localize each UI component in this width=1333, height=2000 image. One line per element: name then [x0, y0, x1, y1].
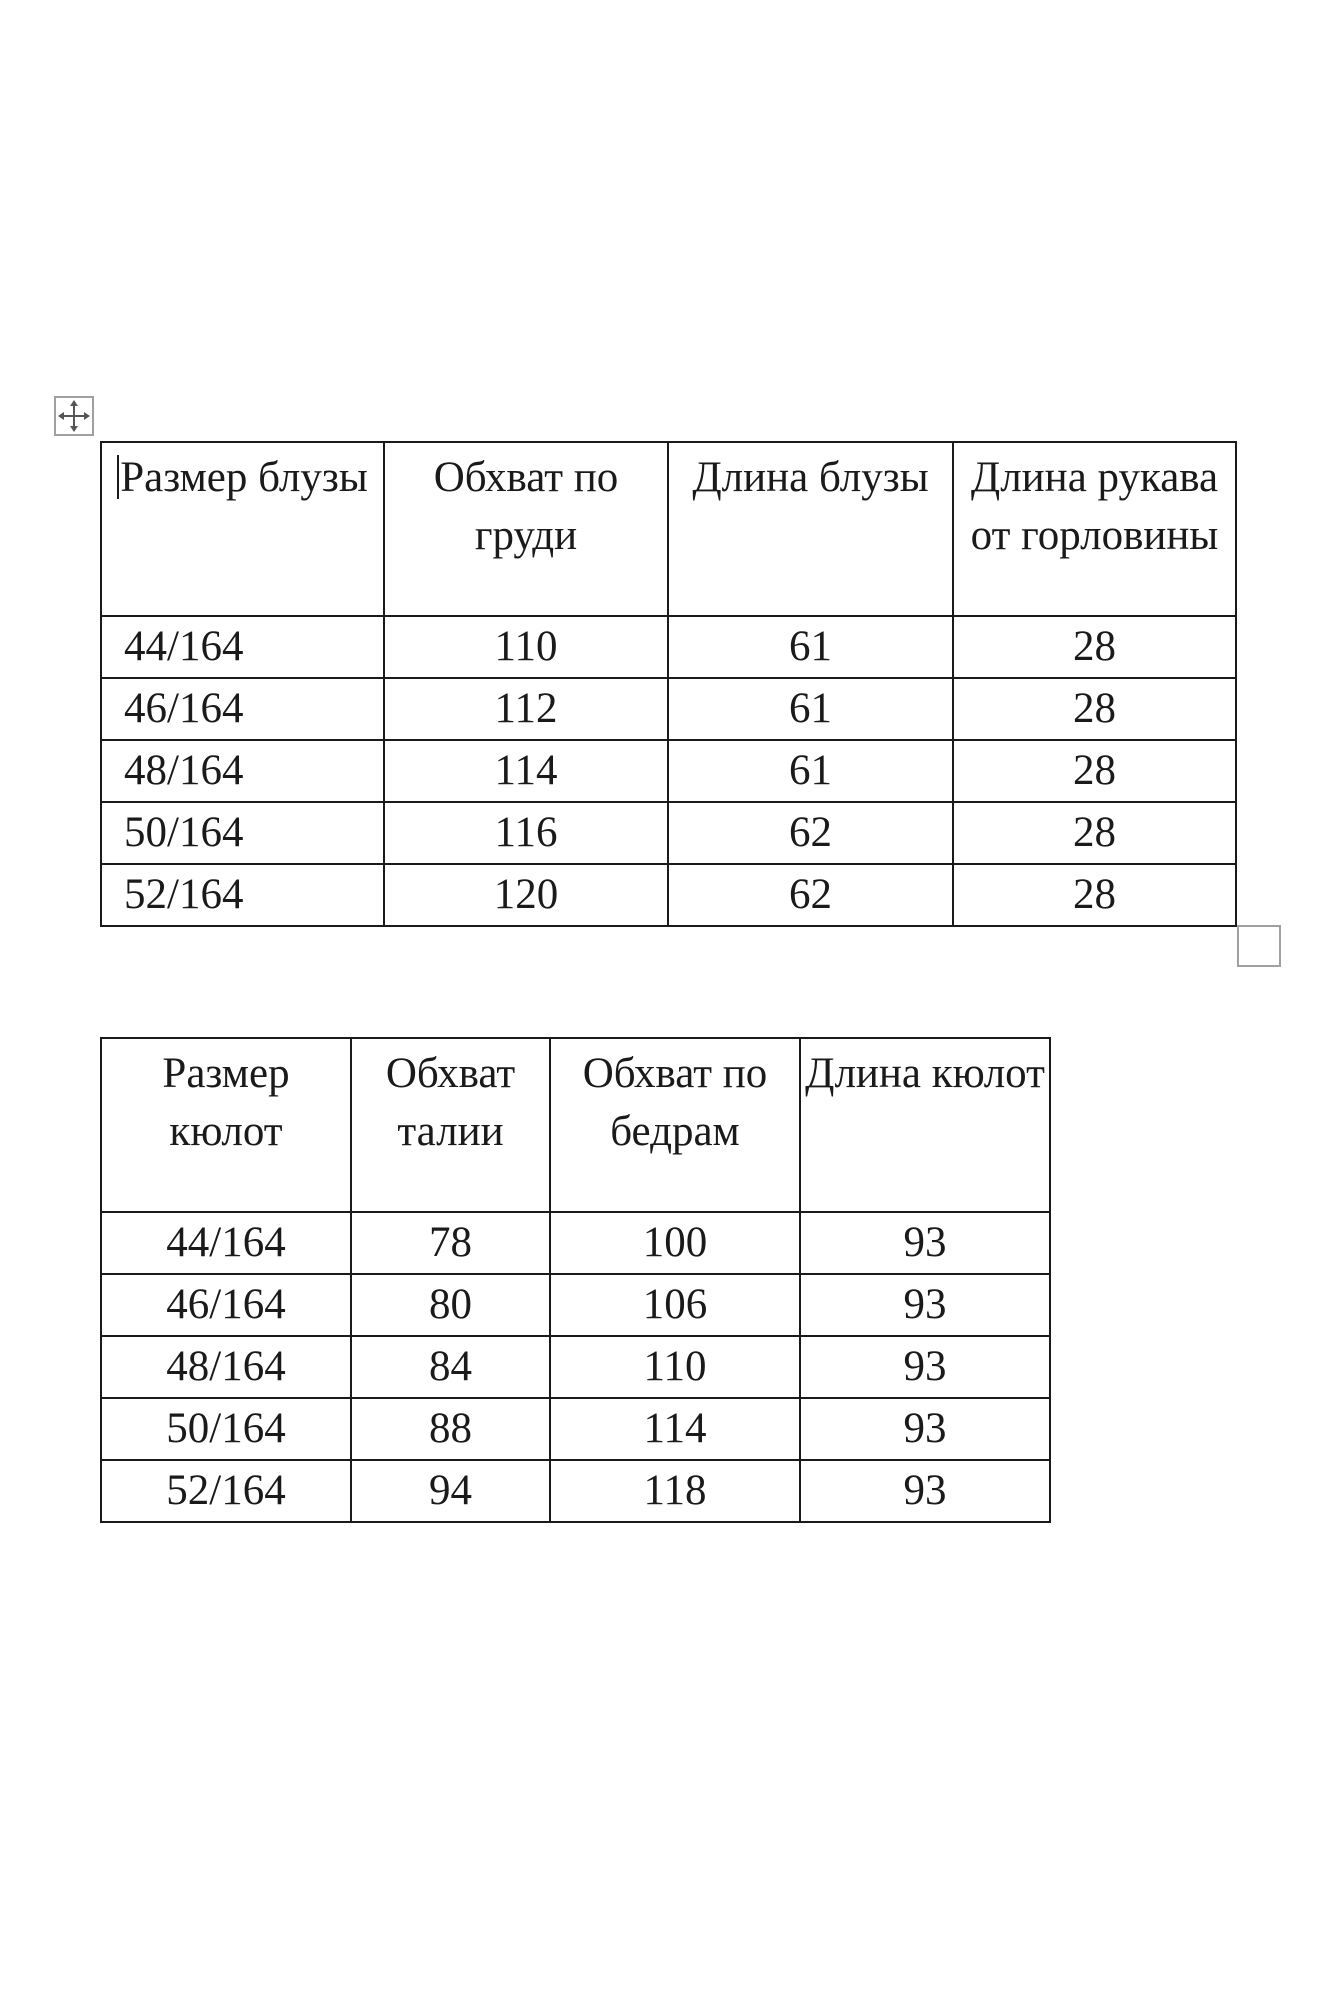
table-cell[interactable]: 61 — [668, 616, 953, 678]
table-cell[interactable]: 46/164 — [101, 678, 384, 740]
header-cell-culottes-size[interactable]: Размер кюлот — [101, 1038, 351, 1212]
table-cell[interactable]: 44/164 — [101, 1212, 351, 1274]
table-row — [101, 864, 1236, 926]
table-cell[interactable]: 62 — [668, 864, 953, 926]
table-cell[interactable]: 52/164 — [101, 1460, 351, 1522]
culottes-size-table — [100, 1037, 1051, 1523]
table-cell[interactable]: 93 — [800, 1274, 1050, 1336]
header-cell-chest-girth[interactable]: Обхват по груди — [384, 442, 668, 616]
table-cell[interactable]: 46/164 — [101, 1274, 351, 1336]
table-row — [101, 616, 1236, 678]
table-cell[interactable]: 84 — [351, 1336, 550, 1398]
table-cell[interactable]: 61 — [668, 678, 953, 740]
header-cell-hip-girth[interactable]: Обхват по бедрам — [550, 1038, 800, 1212]
table-cell[interactable]: 110 — [384, 616, 668, 678]
table-cell[interactable]: 120 — [384, 864, 668, 926]
table-cell[interactable]: 110 — [550, 1336, 800, 1398]
table-cell[interactable]: 93 — [800, 1212, 1050, 1274]
table-move-handle[interactable] — [54, 396, 94, 436]
table-cell[interactable]: 88 — [351, 1398, 550, 1460]
table-cell[interactable]: 78 — [351, 1212, 550, 1274]
table-row — [101, 1274, 1050, 1336]
table-cell[interactable]: 106 — [550, 1274, 800, 1336]
table-cell[interactable]: 48/164 — [101, 740, 384, 802]
table-cell[interactable]: 52/164 — [101, 864, 384, 926]
table-resize-handle[interactable] — [1237, 925, 1281, 967]
header-cell-blouse-size[interactable]: Размер блузы — [101, 442, 384, 616]
table-cell[interactable]: 28 — [953, 740, 1236, 802]
table-cell[interactable]: 28 — [953, 678, 1236, 740]
blouse-size-table — [100, 441, 1237, 927]
table-cell[interactable]: 50/164 — [101, 802, 384, 864]
table-cell[interactable]: 28 — [953, 616, 1236, 678]
table-cell[interactable]: 112 — [384, 678, 668, 740]
table-cell[interactable]: 61 — [668, 740, 953, 802]
table-row — [101, 1460, 1050, 1522]
table-cell[interactable]: 28 — [953, 802, 1236, 864]
table-cell[interactable]: 62 — [668, 802, 953, 864]
table-cell[interactable]: 100 — [550, 1212, 800, 1274]
table-row — [101, 740, 1236, 802]
table-cell[interactable]: 80 — [351, 1274, 550, 1336]
table-row — [101, 802, 1236, 864]
table-row — [101, 1212, 1050, 1274]
table-cell[interactable]: 114 — [384, 740, 668, 802]
header-cell-sleeve-length[interactable]: Длина рукава от горловины — [953, 442, 1236, 616]
table-row — [101, 1398, 1050, 1460]
header-cell-culottes-length[interactable]: Длина кюлот — [800, 1038, 1050, 1212]
table-cell[interactable]: 50/164 — [101, 1398, 351, 1460]
table-cell[interactable]: 28 — [953, 864, 1236, 926]
text-cursor — [117, 455, 119, 499]
table-cell[interactable]: 116 — [384, 802, 668, 864]
move-arrows-icon — [56, 398, 92, 434]
table-cell[interactable]: 48/164 — [101, 1336, 351, 1398]
header-cell-blouse-length[interactable]: Длина блузы — [668, 442, 953, 616]
table-cell[interactable]: 94 — [351, 1460, 550, 1522]
table-header-row — [101, 442, 1236, 616]
header-cell-waist-girth[interactable]: Обхват талии — [351, 1038, 550, 1212]
table-cell[interactable]: 93 — [800, 1336, 1050, 1398]
table-header-row — [101, 1038, 1050, 1212]
table-cell[interactable]: 44/164 — [101, 616, 384, 678]
table-cell[interactable]: 93 — [800, 1460, 1050, 1522]
table-cell[interactable]: 93 — [800, 1398, 1050, 1460]
table-row — [101, 678, 1236, 740]
table-cell[interactable]: 118 — [550, 1460, 800, 1522]
table-cell[interactable]: 114 — [550, 1398, 800, 1460]
table-row — [101, 1336, 1050, 1398]
